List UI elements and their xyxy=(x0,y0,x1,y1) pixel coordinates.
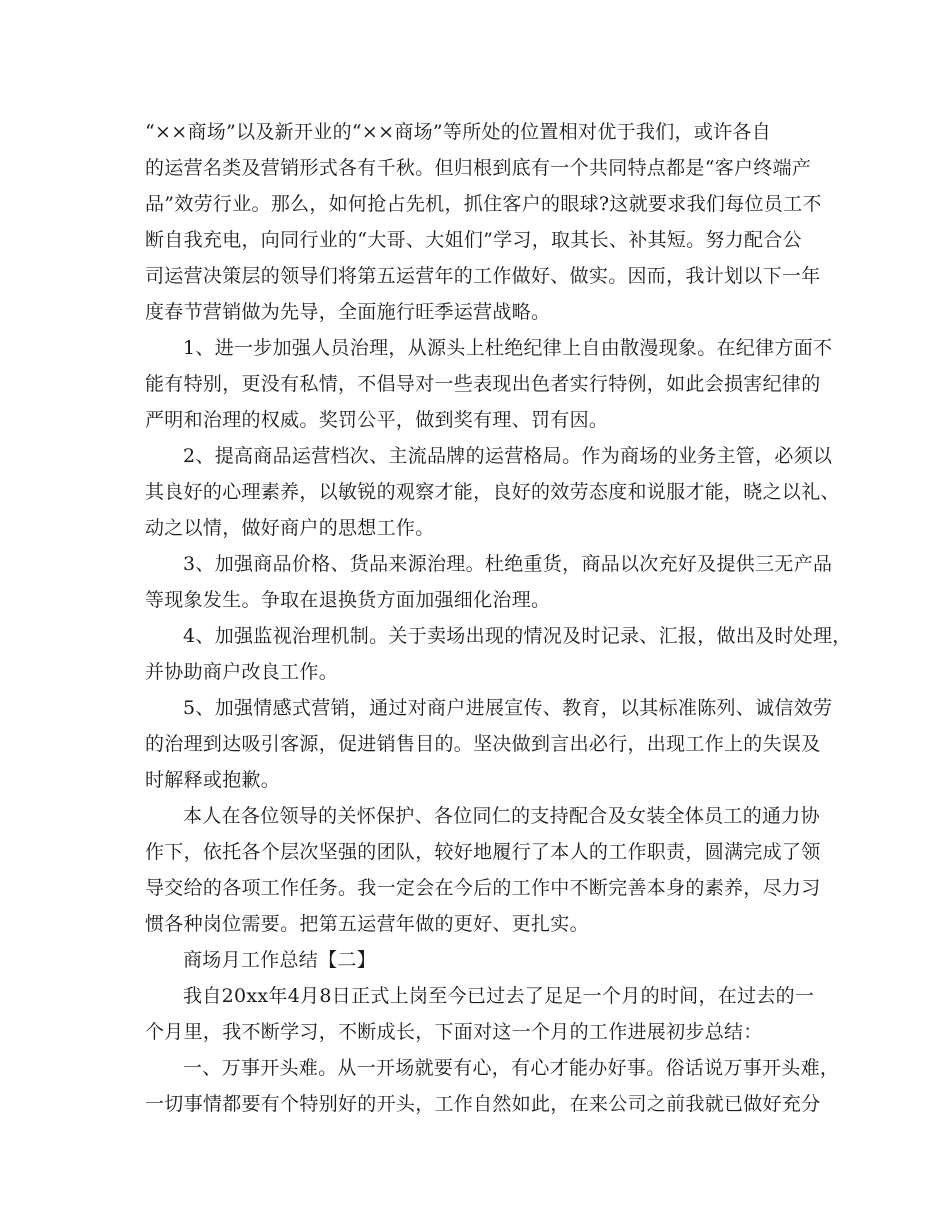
text-line: 一、万事开头难。从一开场就要有心，有心才能办好事。俗话说万事开头难， xyxy=(183,1057,840,1079)
text-line: 1、进一步加强人员治理，从源头上杜绝纪律上自由散漫现象。在纪律方面不 xyxy=(183,337,833,359)
text-line: 并协助商户改良工作。 xyxy=(145,661,339,683)
text-line: 能有特别，更没有私情，不倡导对一些表现出色者实行特例，如此会损害纪律的 xyxy=(145,373,821,395)
text-line: 时解释或抱歉。 xyxy=(145,769,281,791)
text-line: 惯各种岗位需要。把第五运营年做的更好、更扎实。 xyxy=(145,913,589,935)
text-line: “××商场”以及新开业的“××商场”等所处的位置相对优于我们，或许各自 xyxy=(145,121,772,143)
text-line: 的治理到达吸引客源，促进销售目的。坚决做到言出必行，出现工作上的失误及 xyxy=(145,733,821,755)
text-line: 度春节营销做为先导，全面施行旺季运营战略。 xyxy=(145,301,551,323)
text-line: 5、加强情感式营销，通过对商户进展宣传、教育，以其标准陈列、诚信效劳 xyxy=(183,697,833,719)
text-line: 断自我充电，向同行业的“大哥、大姐们”学习，取其长、补其短。努力配合公 xyxy=(145,229,802,251)
text-line: 作下，依托各个层次坚强的团队，较好地履行了本人的工作职责，圆满完成了领 xyxy=(145,841,821,863)
text-line: 2、提高商品运营档次、主流品牌的运营格局。作为商场的业务主管，必须以 xyxy=(183,445,833,467)
text-line: 其良好的心理素养，以敏锐的观察才能，良好的效劳态度和说服才能，晓之以礼、 xyxy=(145,481,840,503)
text-line: 的运营名类及营销形式各有千秋。但归根到底有一个共同特点都是“客户终端产 xyxy=(145,157,812,179)
section-heading: 商场月工作总结【二】 xyxy=(183,949,377,971)
text-line: 导交给的各项工作任务。我一定会在今后的工作中不断完善本身的素养，尽力习 xyxy=(145,877,821,899)
text-line: 严明和治理的权威。奖罚公平，做到奖有理、罚有因。 xyxy=(145,409,609,431)
text-line: 4、加强监视治理机制。关于卖场出现的情况及时记录、汇报，做出及时处理， xyxy=(183,625,852,647)
text-line: 等现象发生。争取在退换货方面加强细化治理。 xyxy=(145,589,551,611)
text-line: 本人在各位领导的关怀保护、各位同仁的支持配合及女装全体员工的通力协 xyxy=(183,805,820,827)
text-line: 3、加强商品价格、货品来源治理。杜绝重货，商品以次充好及提供三无产品 xyxy=(183,553,833,575)
text-line: 司运营决策层的领导们将第五运营年的工作做好、做实。因而，我计划以下一年 xyxy=(145,265,821,287)
text-line: 一切事情都要有个特别好的开头，工作自然如此，在来公司之前我就已做好充分 xyxy=(145,1093,821,1115)
text-line: 我自20xx年4月8日正式上岗至今已过去了足足一个月的时间，在过去的一 xyxy=(183,985,815,1007)
text-line: 动之以情，做好商户的思想工作。 xyxy=(145,517,435,539)
text-line: 品”效劳行业。那么，如何抢占先机，抓住客户的眼球?这就要求我们每位员工不 xyxy=(145,193,822,215)
text-line: 个月里，我不断学习，不断成长，下面对这一个月的工作进展初步总结： xyxy=(145,1021,763,1043)
